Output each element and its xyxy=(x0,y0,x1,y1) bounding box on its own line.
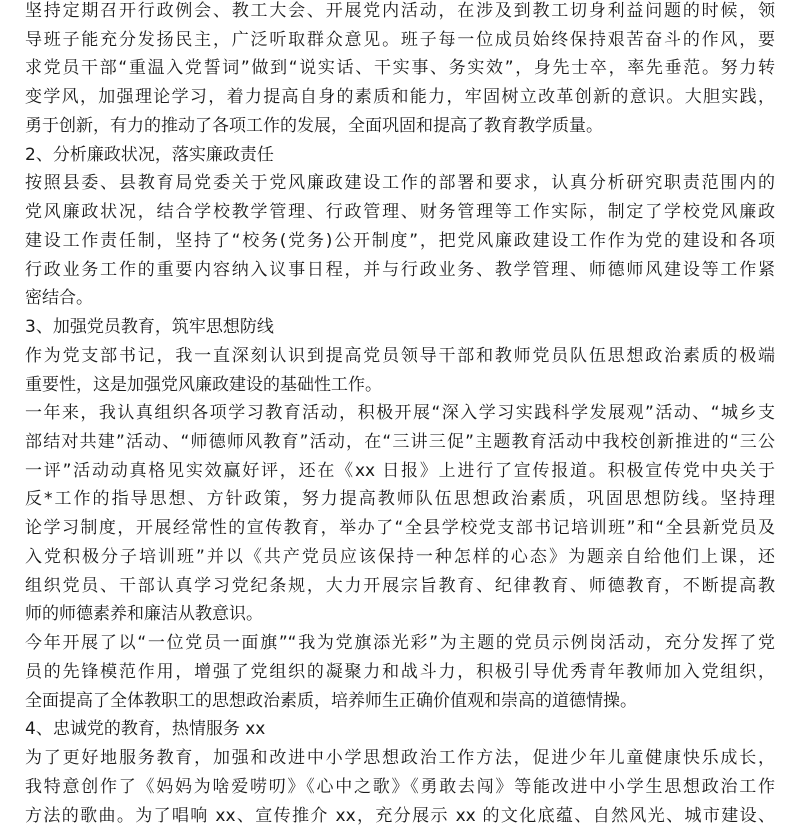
paragraph xyxy=(25,141,775,170)
paragraph xyxy=(25,169,775,313)
text-line: 我特意创作了《妈妈为啥爱唠叨》《心中之歌》《勇敢去闯》等能改进中小学生思想政治工作 xyxy=(25,776,775,797)
text-line: 行政业务工作的重要内容纳入议事日程，并与行政业务、教学管理、师德师风建设等工作紧 xyxy=(25,259,775,280)
text-line: 反*工作的指导思想、方针政策，努力提高教师队伍思想政治素质，巩固思想防线。坚持理 xyxy=(25,489,775,510)
text-line: 2、分析廉政状况，落实廉政责任 xyxy=(25,144,274,165)
paragraph xyxy=(25,715,775,744)
text-line: 党风廉政状况，结合学校教学管理、行政管理、财务管理等工作实际，制定了学校党风廉政 xyxy=(25,202,775,223)
paragraph xyxy=(25,0,775,141)
text-line: 求党员干部“重温入党誓词”做到“说实话、干实事、务实效”，身先士卒，率先垂范。努力转 xyxy=(25,58,775,79)
text-line: 部结对共建”活动、“师德师风教育”活动，在“三讲三促”主题教育活动中我校创新推进的“三公 xyxy=(25,432,775,453)
text-line: 为了更好地服务教育，加强和改进中小学思想政治工作方法，促进少年儿童健康快乐成长， xyxy=(25,748,775,769)
text-line: 入党积极分子培训班”并以《共产党员应该保持一种怎样的心态》为题亲自给他们上课，还 xyxy=(25,546,775,567)
text-line: 建设工作责任制，坚持了“校务(党务)公开制度”，把党风廉政建设工作作为党的建设和各项 xyxy=(25,230,775,251)
text-line: 一评”活动动真格见实效赢好评，还在《xx 日报》上进行了宣传报道。积极宣传党中央关于 xyxy=(25,460,775,481)
paragraph xyxy=(25,399,775,629)
text-line: 密结合。 xyxy=(25,288,93,309)
text-line: 作为党支部书记，我一直深刻认识到提高党员领导干部和教师党员队伍思想政治素质的极端 xyxy=(25,345,775,366)
document-body xyxy=(25,0,775,830)
text-line: 员的先锋模范作用，增强了党组织的凝聚力和战斗力，积极引导优秀青年教师加入党组织， xyxy=(25,661,775,682)
text-line: 一年来，我认真组织各项学习教育活动，积极开展“深入学习实践科学发展观”活动、“城乡支 xyxy=(25,403,775,424)
paragraph xyxy=(25,629,775,715)
text-line: 方法的歌曲。为了唱响 xx、宣传推介 xx，充分展示 xx 的文化底蕴、自然风光、城市建设、 xyxy=(25,805,775,826)
text-line: 变学风，加强理论学习，着力提高自身的素质和能力，牢固树立改革创新的意识。大胆实践， xyxy=(25,87,775,108)
text-line: 今年开展了以“一位党员一面旗”“我为党旗添光彩”为主题的党员示例岗活动，充分发挥了党 xyxy=(25,633,775,654)
text-line: 3、加强党员教育，筑牢思想防线 xyxy=(25,317,274,338)
text-line: 勇于创新，有力的推动了各项工作的发展，全面巩固和提高了教育教学质量。 xyxy=(25,115,603,136)
paragraph xyxy=(25,342,775,399)
text-line: 4、忠诚党的教育，热情服务 xx xyxy=(25,719,266,740)
paragraph xyxy=(25,744,775,830)
paragraph xyxy=(25,313,775,342)
text-line: 导班子能充分发扬民主，广泛听取群众意见。班子每一位成员始终保持艰苦奋斗的作风，要 xyxy=(25,29,775,50)
text-line: 坚持定期召开行政例会、教工大会、开展党内活动，在涉及到教工切身利益问题的时候，领 xyxy=(25,1,775,21)
text-line: 组织党员、干部认真学习党纪条规，大力开展宗旨教育、纪律教育、师德教育，不断提高教 xyxy=(25,575,775,596)
text-line: 师的师德素养和廉洁从教意识。 xyxy=(25,604,263,625)
text-line: 按照县委、县教育局党委关于党风廉政建设工作的部署和要求，认真分析研究职责范围内的 xyxy=(25,173,775,194)
text-line: 重要性，这是加强党风廉政建设的基础性工作。 xyxy=(25,374,382,395)
text-line: 论学习制度，开展经常性的宣传教育，举办了“全县学校党支部书记培训班”和“全县新党员及 xyxy=(25,518,775,539)
text-line: 全面提高了全体教职工的思想政治素质，培养师生正确价值观和崇高的道德情操。 xyxy=(25,690,637,711)
